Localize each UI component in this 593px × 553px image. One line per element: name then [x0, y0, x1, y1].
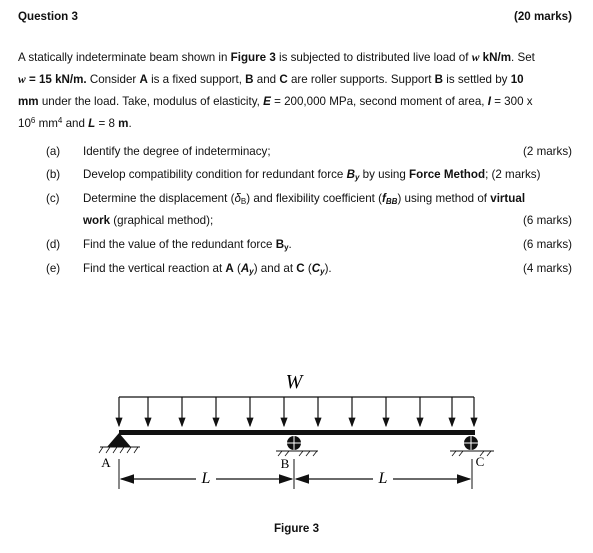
- intro-line-2: w = 15 kN/m. Consider A is a fixed support, B and C are roller supports. Support B is settled by 10: [18, 73, 524, 86]
- figure-caption: Figure 3: [273, 522, 320, 535]
- distributed-load-arrows: [119, 397, 474, 426]
- question-title: Question 3: [18, 10, 78, 23]
- span-label-2: L: [378, 470, 388, 487]
- support-a-fixed: [99, 433, 140, 453]
- figure-ref: Figure 3: [230, 51, 276, 64]
- dimension-lines: [119, 459, 472, 489]
- intro-line-4: $10^6$ $mm^4$ and L = 8 m.: [18, 116, 132, 130]
- support-c-roller: [450, 436, 494, 456]
- load-label: W: [285, 371, 303, 393]
- label-a: A: [101, 455, 111, 470]
- question-marks: (20 marks): [513, 10, 572, 23]
- support-b-roller: [276, 436, 318, 456]
- label-c: C: [475, 454, 485, 469]
- intro-line-1: A statically indeterminate beam shown in Figure 3 is subjected to distributed live load of w kN/m. Set: [18, 51, 535, 64]
- span-label-1: L: [201, 470, 211, 487]
- intro-line-3: mm under the load. Take, modulus of elasticity, E = 200,000 MPa, second moment of area, I = 300 x: [18, 95, 533, 108]
- label-b: B: [280, 456, 290, 471]
- beam: [119, 430, 475, 435]
